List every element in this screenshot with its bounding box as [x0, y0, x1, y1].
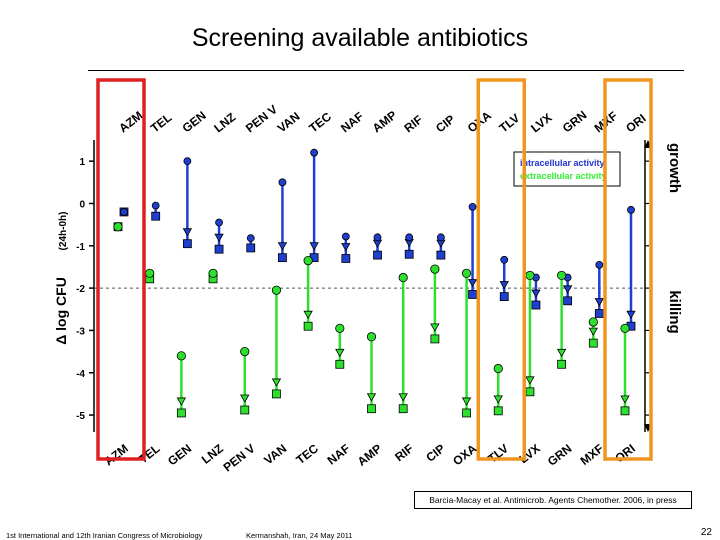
series-marker-square: [526, 388, 534, 396]
series-marker-circle: [406, 234, 413, 241]
page-number: 22: [700, 527, 712, 538]
series-marker-triangle: [526, 377, 534, 384]
series-marker-circle: [247, 235, 254, 242]
category-label-bottom: TLV: [485, 441, 512, 466]
y-tick-label: -3: [76, 326, 85, 338]
category-label-top: AMP: [369, 107, 400, 136]
series-marker-square: [304, 322, 312, 330]
series-marker-triangle: [627, 311, 635, 318]
series-marker-circle: [621, 324, 629, 332]
series-marker-circle: [311, 149, 318, 156]
category-label-bottom: RIF: [392, 441, 417, 465]
series-marker-square: [595, 310, 603, 318]
series-marker-square: [463, 409, 471, 417]
series-marker-circle: [469, 203, 476, 210]
series-marker-circle: [374, 234, 381, 241]
series-marker-square: [368, 405, 376, 413]
series-marker-circle: [304, 256, 312, 264]
y-tick-label: -4: [76, 368, 85, 380]
category-label-bottom: VAN: [261, 441, 290, 468]
category-label-bottom: AZM: [101, 441, 131, 469]
series-marker-circle: [501, 256, 508, 263]
series-marker-triangle: [621, 396, 629, 403]
highlight-box: [98, 80, 144, 459]
series-marker-square: [342, 254, 350, 262]
y-axis-sublabel: (24h-0h): [58, 211, 69, 251]
series-marker-square: [374, 251, 382, 259]
series-marker-circle: [177, 352, 185, 360]
series-marker-circle: [336, 324, 344, 332]
series-marker-triangle: [241, 395, 249, 402]
category-label-bottom: PEN V: [220, 441, 258, 475]
series-marker-circle: [526, 271, 534, 279]
series-marker-triangle: [215, 234, 223, 241]
series-marker-triangle: [494, 396, 502, 403]
series-marker-square: [183, 240, 191, 248]
category-label-top: PEN V: [242, 102, 280, 136]
series-marker-circle: [114, 223, 122, 231]
category-label-bottom: OXA: [450, 441, 480, 469]
series-marker-circle: [209, 269, 217, 277]
y-axis-label: Δ log CFU: [53, 277, 69, 345]
series-marker-circle: [184, 158, 191, 165]
category-label-bottom: TEC: [293, 441, 321, 468]
series-marker-square: [431, 335, 439, 343]
category-label-top: CIP: [433, 112, 458, 136]
category-label-bottom: ORI: [612, 441, 638, 466]
series-marker-circle: [145, 269, 153, 277]
y-tick-label: -5: [76, 411, 85, 423]
series-marker-circle: [399, 273, 407, 281]
series-marker-circle: [279, 179, 286, 186]
series-marker-square: [405, 250, 413, 258]
y-tick-label: -1: [76, 241, 85, 253]
series-marker-triangle: [558, 349, 566, 356]
series-marker-triangle: [469, 279, 477, 286]
category-label-top: LVX: [528, 110, 555, 136]
series-marker-circle: [342, 233, 349, 240]
category-label-top: TEL: [147, 110, 175, 136]
chart-data-layer: [114, 149, 635, 417]
footer-location-date: Kermanshah, Iran, 24 May 2011: [246, 531, 353, 540]
series-marker-triangle: [532, 290, 540, 297]
series-marker-triangle: [278, 243, 286, 250]
series-marker-square: [241, 406, 249, 414]
series-marker-square: [177, 409, 185, 417]
footer-conference: 1st International and 12th Iranian Congress of Microbiology: [6, 531, 203, 540]
series-marker-circle: [589, 318, 597, 326]
category-label-top: GEN: [179, 108, 209, 136]
series-marker-circle: [431, 265, 439, 273]
y-tick-label: -2: [76, 284, 85, 296]
category-label-bottom: TEL: [136, 441, 163, 467]
killing-label: killing: [666, 290, 683, 334]
y-tick-label: 0: [79, 199, 85, 211]
series-marker-square: [532, 301, 540, 309]
series-marker-triangle: [310, 243, 318, 250]
series-marker-triangle: [431, 324, 439, 331]
legend-entry: extracellular activity: [520, 171, 607, 181]
series-marker-circle: [152, 202, 159, 209]
series-marker-square: [500, 293, 508, 301]
series-marker-triangle: [183, 229, 191, 236]
category-label-bottom: LNZ: [198, 441, 226, 467]
series-marker-square: [152, 212, 160, 220]
legend-entry: intracellular activity: [520, 158, 605, 168]
category-label-top: TLV: [496, 110, 523, 136]
category-label-bottom: AMP: [354, 441, 385, 469]
series-marker-triangle: [272, 379, 280, 386]
series-marker-triangle: [336, 349, 344, 356]
series-marker-square: [215, 245, 223, 253]
series-marker-circle: [596, 261, 603, 268]
slide-title: Screening available antibiotics: [191, 24, 529, 52]
series-marker-circle: [462, 269, 470, 277]
y-tick-label: 1: [79, 157, 85, 169]
series-marker-square: [437, 251, 445, 259]
category-label-top: OXA: [464, 108, 494, 136]
category-label-bottom: GEN: [165, 441, 195, 469]
series-marker-circle: [628, 206, 635, 213]
highlight-box: [478, 80, 524, 459]
series-marker-triangle: [368, 394, 376, 401]
category-label-top: RIF: [401, 112, 426, 136]
series-marker-circle: [557, 271, 565, 279]
category-label-top: GRN: [559, 107, 590, 136]
series-marker-triangle: [342, 243, 350, 250]
series-marker-square: [272, 390, 280, 398]
series-marker-triangle: [595, 299, 603, 306]
series-marker-square: [558, 360, 566, 368]
category-label-top: VAN: [274, 109, 303, 136]
category-label-top: TEC: [306, 109, 334, 136]
highlight-box: [605, 80, 651, 459]
series-marker-circle: [272, 286, 280, 294]
series-marker-circle: [494, 364, 502, 372]
series-marker-triangle: [500, 282, 508, 289]
series-marker-circle: [216, 219, 223, 226]
category-label-top: LNZ: [211, 109, 239, 136]
series-marker-square: [564, 297, 572, 305]
series-marker-circle: [367, 333, 375, 341]
series-marker-square: [469, 290, 477, 298]
series-marker-square: [494, 407, 502, 415]
series-marker-square: [589, 339, 597, 347]
category-label-bottom: CIP: [423, 441, 448, 465]
category-label-top: NAF: [338, 109, 367, 136]
series-marker-square: [399, 405, 407, 413]
series-marker-triangle: [589, 328, 597, 335]
series-marker-triangle: [304, 311, 312, 318]
series-marker-circle: [437, 234, 444, 241]
series-marker-circle: [121, 208, 128, 215]
category-label-top: MXF: [591, 108, 621, 136]
category-label-bottom: GRN: [544, 441, 575, 469]
category-label-top: AZM: [116, 108, 146, 136]
series-marker-square: [336, 360, 344, 368]
series-marker-square: [278, 254, 286, 262]
series-marker-triangle: [177, 398, 185, 405]
series-marker-triangle: [564, 286, 572, 293]
category-label-bottom: LVX: [516, 441, 543, 467]
growth-label: growth: [666, 143, 683, 193]
series-marker-circle: [241, 347, 249, 355]
series-marker-triangle: [463, 398, 471, 405]
series-marker-triangle: [399, 394, 407, 401]
category-label-bottom: MXF: [577, 441, 607, 468]
category-label-top: ORI: [623, 111, 649, 136]
category-label-bottom: NAF: [324, 441, 353, 468]
series-marker-square: [621, 407, 629, 415]
citation-box: Barcia-Macay et al. Antimicrob. Agents Chemother. 2006, in press: [414, 491, 692, 509]
series-marker-square: [247, 244, 255, 252]
